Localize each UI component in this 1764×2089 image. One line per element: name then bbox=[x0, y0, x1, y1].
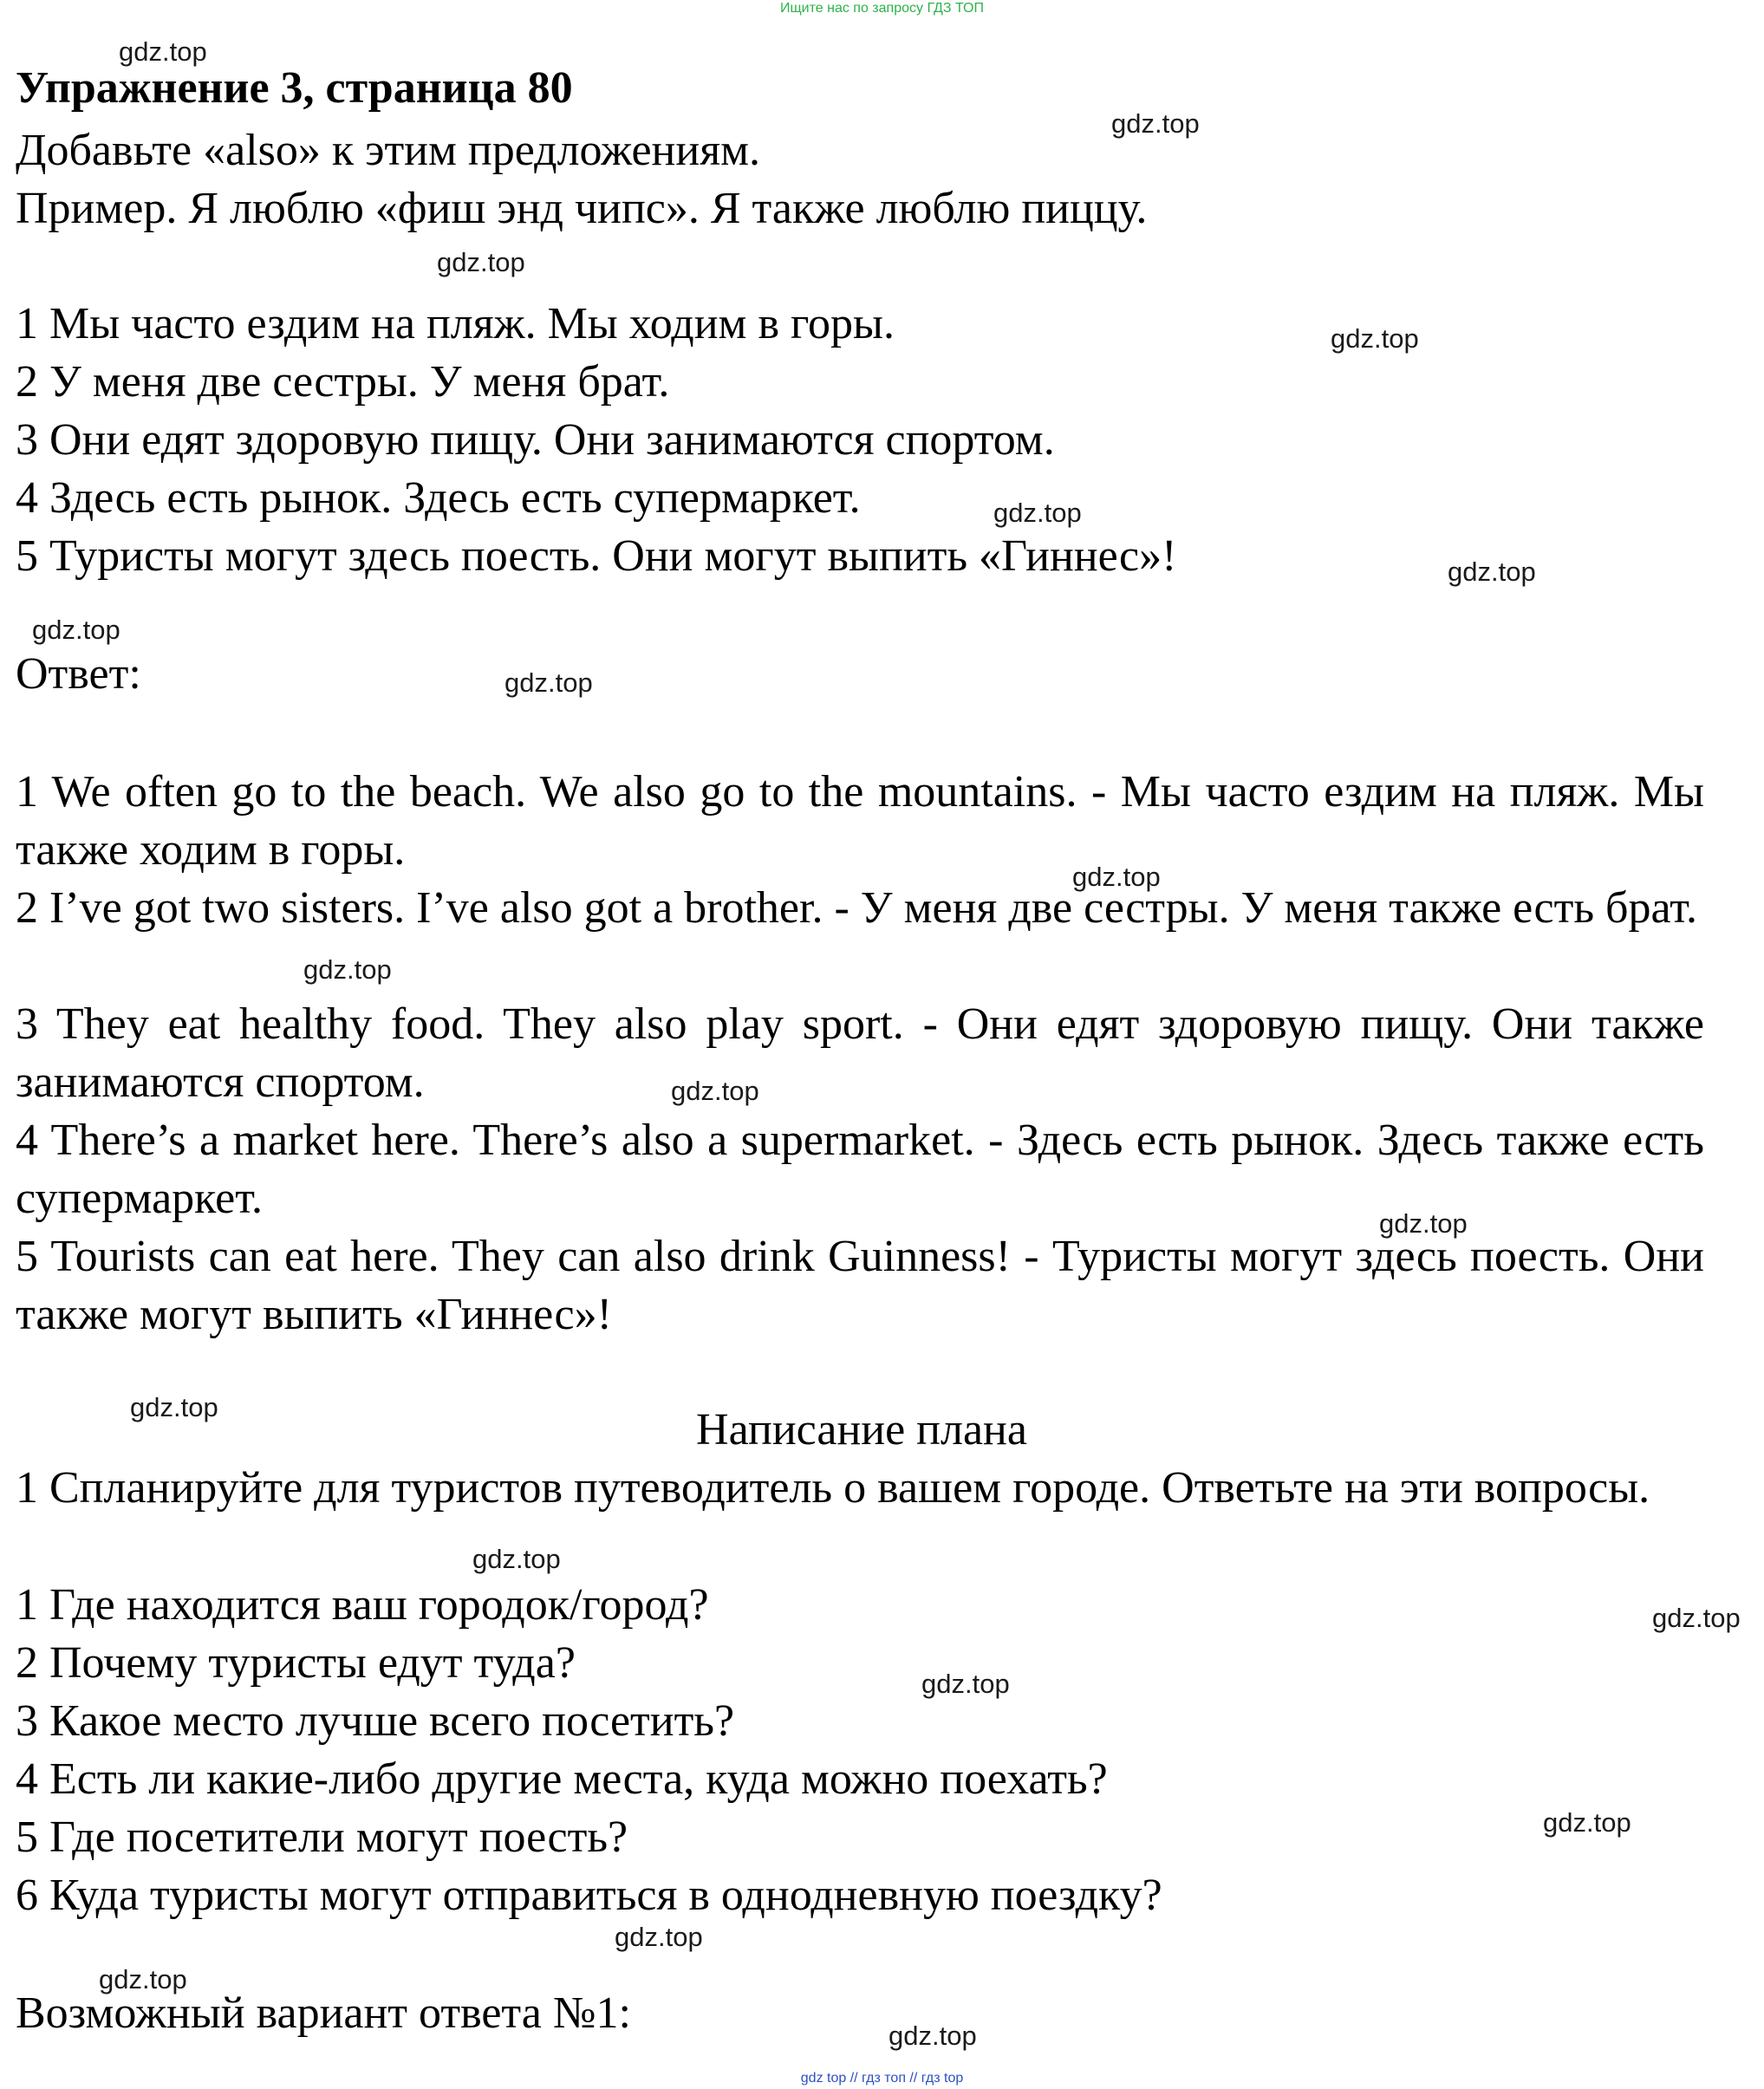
plan-question: 6 Куда туристы могут отправиться в однодневную поездку? bbox=[16, 1871, 1162, 1920]
top-banner: Ищите нас по запросу ГДЗ ТОП bbox=[780, 1, 984, 16]
watermark: gdz.top bbox=[437, 247, 525, 277]
exercise-instruction: Добавьте «also» к этим предложениям. bbox=[16, 126, 761, 175]
exercise-item: 1 Мы часто ездим на пляж. Мы ходим в горы. bbox=[16, 299, 895, 348]
watermark: gdz.top bbox=[99, 1964, 187, 1995]
plan-question: 3 Какое место лучше всего посетить? bbox=[16, 1696, 735, 1746]
answer-item: 4 There’s a market here. There’s also a supermarket. - Здесь есть рынок. Здесь также есть супермаркет. bbox=[16, 1116, 1704, 1223]
plan-heading: Написание плана bbox=[696, 1405, 1027, 1454]
watermark: gdz.top bbox=[1379, 1208, 1468, 1239]
answer-item: 3 They eat healthy food. They also play sport. - Они едят здоровую пищу. Они также занимаются спортом. bbox=[16, 999, 1704, 1107]
watermark: gdz.top bbox=[1448, 556, 1536, 587]
answer-item: 5 Tourists can eat here. They can also drink Guinness! - Туристы могут здесь поесть. Они также могут выпить «Гиннес»! bbox=[16, 1232, 1704, 1339]
answer-label: Ответ: bbox=[16, 649, 141, 699]
bottom-banner: gdz top // гдз топ // гдз top bbox=[800, 2071, 964, 2086]
variant-label: Возможный вариант ответа №1: bbox=[16, 1988, 631, 2038]
watermark: gdz.top bbox=[1543, 1807, 1631, 1838]
exercise-item: 4 Здесь есть рынок. Здесь есть супермаркет. bbox=[16, 473, 861, 523]
exercise-item: 2 У меня две сестры. У меня брат. bbox=[16, 357, 670, 407]
plan-task: 1 Спланируйте для туристов путеводитель о вашем городе. Ответьте на эти вопросы. bbox=[16, 1463, 1650, 1513]
watermark: gdz.top bbox=[130, 1392, 218, 1422]
watermark: gdz.top bbox=[921, 1669, 1010, 1699]
watermark: gdz.top bbox=[615, 1922, 703, 1952]
plan-question: 1 Где находится ваш городок/город? bbox=[16, 1580, 709, 1630]
watermark: gdz.top bbox=[1652, 1603, 1741, 1633]
watermark: gdz.top bbox=[1111, 108, 1200, 139]
watermark: gdz.top bbox=[119, 36, 207, 67]
exercise-item: 5 Туристы могут здесь поесть. Они могут выпить «Гиннес»! bbox=[16, 531, 1177, 581]
watermark: gdz.top bbox=[504, 667, 593, 698]
watermark: gdz.top bbox=[472, 1544, 561, 1574]
watermark: gdz.top bbox=[1331, 323, 1419, 354]
exercise-example: Пример. Я люблю «фиш энд чипс». Я также люблю пиццу. bbox=[16, 184, 1148, 233]
answer-item: 2 I’ve got two sisters. I’ve also got a brother. - У меня две сестры. У меня также есть брат. bbox=[16, 883, 1698, 933]
plan-question: 4 Есть ли какие-либо другие места, куда можно поехать? bbox=[16, 1754, 1108, 1804]
watermark: gdz.top bbox=[32, 615, 120, 645]
answer-item: 1 We often go to the beach. We also go to the mountains. - Мы часто ездим на пляж. Мы также ходим в горы. bbox=[16, 767, 1704, 875]
watermark: gdz.top bbox=[993, 498, 1082, 528]
watermark: gdz.top bbox=[671, 1076, 759, 1106]
watermark: gdz.top bbox=[303, 954, 392, 985]
plan-question: 5 Где посетители могут поесть? bbox=[16, 1812, 628, 1862]
watermark: gdz.top bbox=[1072, 862, 1161, 892]
exercise-item: 3 Они едят здоровую пищу. Они занимаются спортом. bbox=[16, 415, 1055, 465]
plan-question: 2 Почему туристы едут туда? bbox=[16, 1638, 576, 1688]
watermark: gdz.top bbox=[889, 2021, 977, 2051]
exercise-title: Упражнение 3, страница 80 bbox=[16, 63, 573, 113]
